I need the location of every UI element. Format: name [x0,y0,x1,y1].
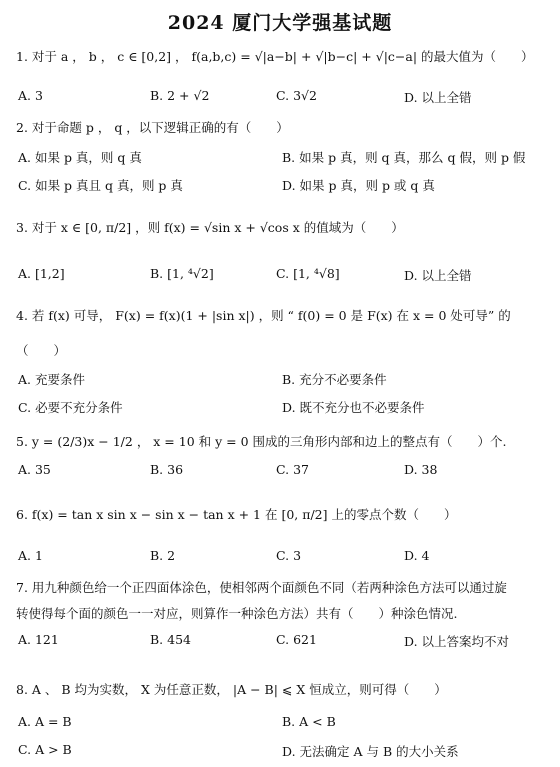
q7-option-d: D. 以上答案均不对 [404,634,510,649]
question-5-stem: 5. y = (2/3)x − 1/2 ， x = 10 和 y = 0 围成的三角形内部和边上的整点有（ ）个. [16,434,507,449]
question-1-stem: 1. 对于 a ， b ， c ∈ [0,2] ， f(a,b,c) = √|a−b| + √|b−c| + √|c−a| 的最大值为（ ） [16,49,534,64]
q3-option-c: C. [1, ⁴√8] [276,266,340,281]
question-3-options [0,266,560,284]
q5-option-d: D. 38 [404,462,438,477]
page-title: 2024 厦门大学强基试题 [167,12,393,34]
q4-option-d: D. 既不充分也不必要条件 [282,400,425,415]
question-8-stem: 8. A 、 B 均为实数， X 为任意正数， |A − B| ⩽ X 恒成立，则可得（ ） [16,682,447,697]
q8-option-b: B. A < B [282,714,336,729]
q4-option-a: A. 充要条件 [18,372,85,387]
question-4-stem-cont: （ ） [16,343,67,358]
question-2-stem: 2. 对于命题 p ， q ，以下逻辑正确的有（ ） [16,120,289,135]
question-5-options [0,462,560,480]
q2-option-c: C. 如果 p 真且 q 真，则 p 真 [18,178,183,193]
q7-option-c: C. 621 [276,632,317,647]
q3-option-a: A. [1,2] [18,266,65,281]
q3-option-d: D. 以上全错 [404,268,472,283]
question-2-options-row2 [0,176,560,194]
question-6-options [0,548,560,566]
q2-option-a: A. 如果 p 真，则 q 真 [18,150,142,165]
q1-option-b: B. 2 + √2 [150,88,210,103]
q5-option-c: C. 37 [276,462,309,477]
question-4-options-row1 [0,370,560,388]
question-3-stem: 3. 对于 x ∈ [0, π/2] ，则 f(x) = √sin x + √cos x 的值域为（ ） [16,220,404,235]
q4-option-b: B. 充分不必要条件 [282,372,387,387]
question-7-stem-cont: 转使得每个面的颜色一一对应，则算作一种涂色方法）共有（ ）种涂色情况. [16,606,458,621]
q7-option-a: A. 121 [18,632,59,647]
q7-option-b: B. 454 [150,632,191,647]
q6-option-a: A. 1 [18,548,43,563]
q8-option-a: A. A = B [18,714,72,729]
question-1-options [0,88,560,106]
q6-option-b: B. 2 [150,548,176,563]
q2-option-b: B. 如果 p 真，则 q 真，那么 q 假，则 p 假 [282,150,526,165]
question-7-options [0,632,560,650]
q6-option-c: C. 3 [276,548,302,563]
question-4-stem: 4. 若 f(x) 可导， F(x) = f(x)(1 + |sin x|) ，则 “ f(0) = 0 是 F(x) 在 x = 0 处可导” 的 [16,308,511,323]
question-8-options-row1 [0,714,560,732]
q4-option-c: C. 必要不充分条件 [18,400,123,415]
q2-option-d: D. 如果 p 真，则 p 或 q 真 [282,178,435,193]
question-8-options-row2 [0,742,560,760]
question-2-options-row1 [0,148,560,166]
question-4-options-row2 [0,398,560,416]
q1-option-d: D. 以上全错 [404,90,472,105]
q1-option-c: C. 3√2 [276,88,317,103]
question-6-stem: 6. f(x) = tan x sin x − sin x − tan x + 1 在 [0, π/2] 上的零点个数（ ） [16,507,457,522]
q6-option-d: D. 4 [404,548,430,563]
question-7-stem: 7. 用九种颜色给一个正四面体涂色，使相邻两个面颜色不同（若两种涂色方法可以通过旋 [16,580,507,595]
q8-option-c: C. A > B [18,742,72,757]
q5-option-b: B. 36 [150,462,184,477]
q1-option-a: A. 3 [18,88,43,103]
q8-option-d: D. 无法确定 A 与 B 的大小关系 [282,744,459,759]
q3-option-b: B. [1, ⁴√2] [150,266,214,281]
q5-option-a: A. 35 [18,462,51,477]
